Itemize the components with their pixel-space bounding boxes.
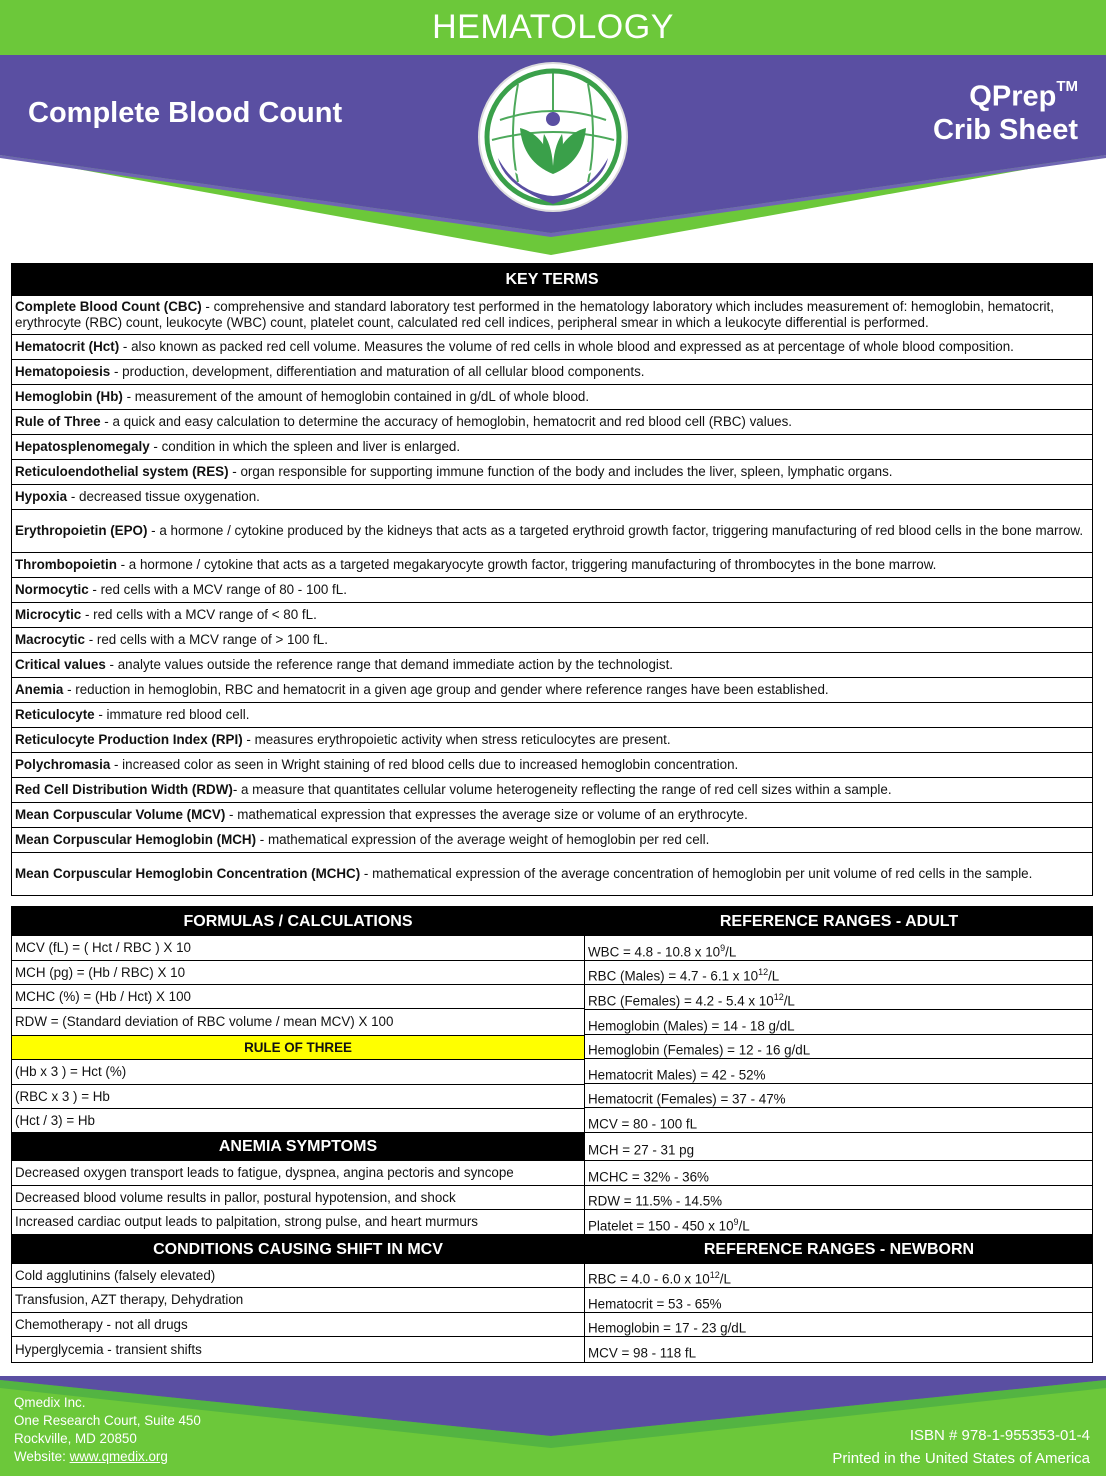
range-exponent: 9 (720, 943, 726, 953)
anemia-symptom-row: Increased cardiac output leads to palpitation, strong pulse, and heart murmurs (12, 1210, 584, 1235)
adult-range-row (585, 1010, 1093, 1035)
range-text: Hemoglobin = 17 - 23 g/dL (588, 1320, 747, 1336)
range-text: WBC = 4.8 - 10.8 x 10 (588, 944, 721, 960)
right-column (584, 907, 1093, 1362)
formula-row: MCV (fL) = ( Hct / RBC ) X 10 (12, 936, 584, 961)
mcv-shift-heading: CONDITIONS CAUSING SHIFT IN MCV (12, 1235, 584, 1264)
formula-row: MCH (pg) = (Hb / RBC) X 10 (12, 961, 584, 985)
rule-of-three-row: (Hb x 3 ) = Hct (%) (12, 1060, 584, 1085)
key-term-row (12, 335, 1093, 360)
brand-subtitle: Crib Sheet (932, 113, 1078, 146)
printed-in: Printed in the United States of America (832, 1450, 1090, 1467)
key-term-definition: - immature red blood cell. (94, 707, 250, 722)
key-term-name: Reticulocyte (15, 707, 95, 722)
key-term-name: Red Cell Distribution Width (RDW) (15, 782, 233, 797)
key-term-row (12, 510, 1093, 553)
key-terms-table (11, 263, 1093, 896)
key-term-row (12, 628, 1093, 653)
adult-range-row (585, 1210, 1093, 1235)
key-term-name: Hypoxia (15, 489, 68, 504)
formulas-heading: FORMULAS / CALCULATIONS (12, 907, 584, 936)
qmedix-logo-icon (478, 62, 628, 212)
range-text: Hematocrit = 53 - 65% (588, 1296, 722, 1312)
key-term-definition: - mathematical expression that expresses the average size or volume of an erythrocyte. (225, 807, 748, 822)
mcv-shift-row: Chemotherapy - not all drugs (12, 1313, 584, 1337)
range-unit: /L (783, 993, 795, 1009)
key-term-name: Hematocrit (Hct) (15, 339, 120, 354)
range-text: MCV = 98 - 118 fL (588, 1345, 697, 1361)
range-text: MCH = 27 - 31 pg (588, 1142, 695, 1158)
range-text: MCHC = 32% - 36% (588, 1169, 709, 1185)
key-term-name: Reticulocyte Production Index (RPI) (15, 732, 243, 747)
key-term-name: Hepatosplenomegaly (15, 439, 150, 454)
key-term-cell (12, 435, 1093, 460)
trademark: TM (1056, 78, 1078, 95)
key-term-definition: - a hormone / cytokine produced by the kidneys that acts as a targeted erythroid growth factor, triggering manufacturing of red blood cells in the bone marrow. (147, 523, 1084, 538)
key-term-definition: - also known as packed red cell volume. Measures the volume of red cells in whole blood and expressed as at percentage of whole blood composition. (119, 339, 1014, 354)
key-term-row (12, 603, 1093, 628)
key-term-row (12, 778, 1093, 803)
key-term-cell (12, 553, 1093, 578)
range-text: MCV = 80 - 100 fL (588, 1116, 698, 1132)
key-term-cell (12, 853, 1093, 896)
footer-publication (832, 1424, 1090, 1470)
adult-range-row (585, 1059, 1093, 1084)
key-term-row (12, 753, 1093, 778)
range-text: Platelet = 150 - 450 x 10 (588, 1218, 734, 1234)
adult-range-row (585, 961, 1093, 985)
key-term-row (12, 385, 1093, 410)
key-term-cell (12, 678, 1093, 703)
anemia-symptom-row: Decreased oxygen transport leads to fatigue, dyspnea, angina pectoris and syncope (12, 1161, 584, 1186)
reference-grid (11, 906, 1093, 1363)
range-text: RBC = 4.0 - 6.0 x 10 (588, 1271, 710, 1287)
key-terms-body (12, 296, 1093, 896)
newborn-range-row (585, 1337, 1093, 1363)
key-term-cell (12, 828, 1093, 853)
key-term-name: Mean Corpuscular Hemoglobin Concentration (MCHC) (15, 866, 361, 881)
company-name: Qmedix Inc. (14, 1395, 86, 1410)
key-term-cell (12, 603, 1093, 628)
adult-range-row (585, 1133, 1093, 1161)
newborn-range-row (585, 1313, 1093, 1337)
key-term-name: Polychromasia (15, 757, 111, 772)
page-title: HEMATOLOGY (432, 8, 674, 46)
key-term-cell (12, 653, 1093, 678)
key-term-definition: - red cells with a MCV range of 80 - 100 fL. (88, 582, 347, 597)
key-term-row (12, 460, 1093, 485)
left-column (12, 907, 584, 1362)
rule-of-three-row: (RBC x 3 ) = Hb (12, 1085, 584, 1109)
key-term-cell (12, 460, 1093, 485)
key-term-row (12, 828, 1093, 853)
key-term-row (12, 296, 1093, 335)
brand-name: QPrep (969, 80, 1057, 113)
key-term-row (12, 653, 1093, 678)
anemia-heading: ANEMIA SYMPTOMS (12, 1133, 584, 1161)
key-term-cell (12, 385, 1093, 410)
key-term-cell (12, 296, 1093, 335)
key-term-name: Reticuloendothelial system (RES) (15, 464, 229, 479)
rule-of-three-row: (Hct / 3) = Hb (12, 1109, 584, 1133)
range-text: Hematocrit Males) = 42 - 52% (588, 1067, 766, 1083)
key-term-definition: - comprehensive and standard laboratory test performed in the hematology laboratory which includes measurement of: hemoglobin, hematocrit, erythrocyte (RBC) count, leukocyte (WBC) count, platelet count, calculated red cell indices, peripheral smear in which a leukocyte differential is performed. (15, 299, 1054, 330)
mcv-shift-row: Hyperglycemia - transient shifts (15, 1342, 202, 1357)
adult-range-row (585, 1161, 1093, 1186)
range-text: Hemoglobin (Males) = 14 - 18 g/dL (588, 1018, 795, 1034)
rule-of-three-heading: RULE OF THREE (12, 1036, 584, 1060)
key-term-row (12, 435, 1093, 460)
website-label: Website: (14, 1449, 70, 1464)
adult-range-row (585, 1108, 1093, 1133)
key-term-definition: - analyte values outside the reference range that demand immediate action by the technologist. (105, 657, 674, 672)
key-term-row (12, 678, 1093, 703)
isbn: ISBN # 978-1-955353-01-4 (909, 1427, 1090, 1444)
key-term-definition: - decreased tissue oxygenation. (67, 489, 260, 504)
newborn-range-row (585, 1288, 1093, 1313)
page-title-bar (0, 0, 1106, 55)
range-exponent: 12 (773, 992, 784, 1002)
key-term-name: Microcytic (15, 607, 82, 622)
range-exponent: 12 (709, 1270, 720, 1280)
newborn-ranges-heading: REFERENCE RANGES - NEWBORN (585, 1235, 1093, 1264)
key-term-definition: - production, development, differentiation and maturation of all cellular blood components. (110, 364, 645, 379)
key-term-name: Hematopoiesis (15, 364, 111, 379)
key-term-definition: - measurement of the amount of hemoglobin contained in g/dL of whole blood. (122, 389, 590, 404)
address-line-2: Rockville, MD 20850 (14, 1431, 137, 1446)
mcv-shift-row: Transfusion, AZT therapy, Dehydration (12, 1288, 584, 1313)
key-term-row (12, 803, 1093, 828)
range-unit: /L (725, 944, 737, 960)
key-terms-heading: KEY TERMS (12, 264, 1093, 296)
range-unit: /L (768, 968, 780, 984)
key-term-cell (12, 753, 1093, 778)
anemia-symptom-row: Decreased blood volume results in pallor, postural hypotension, and shock (12, 1186, 584, 1210)
key-term-row (12, 853, 1093, 896)
key-term-definition: - red cells with a MCV range of > 100 fL. (84, 632, 328, 647)
key-term-name: Macrocytic (15, 632, 85, 647)
key-term-cell (12, 803, 1093, 828)
key-term-row (12, 703, 1093, 728)
key-term-definition: - a measure that quantitates cellular volume heterogeneity reflecting the range of red cell sizes within a sample. (232, 782, 892, 797)
range-unit: /L (738, 1218, 750, 1234)
formula-row: MCHC (%) = (Hb / Hct) X 100 (12, 985, 584, 1009)
key-term-name: Mean Corpuscular Volume (MCV) (15, 807, 226, 822)
key-term-row (12, 578, 1093, 603)
adult-range-row (585, 936, 1093, 961)
sheet-subtitle: Complete Blood Count (28, 97, 343, 129)
website-link[interactable]: www.qmedix.org (69, 1449, 168, 1464)
adult-range-row (585, 985, 1093, 1010)
key-term-cell (12, 578, 1093, 603)
key-term-definition: - measures erythropoietic activity when stress reticulocytes are present. (242, 732, 671, 747)
key-term-name: Complete Blood Count (CBC) (15, 299, 202, 314)
newborn-range-row (585, 1264, 1093, 1288)
key-term-cell (12, 778, 1093, 803)
key-term-cell (12, 510, 1093, 553)
key-term-name: Normocytic (15, 582, 89, 597)
adult-ranges-heading: REFERENCE RANGES - ADULT (585, 907, 1093, 936)
range-text: Hemoglobin (Females) = 12 - 16 g/dL (588, 1042, 811, 1058)
key-term-name: Rule of Three (15, 414, 101, 429)
key-term-cell (12, 360, 1093, 385)
key-term-cell (12, 410, 1093, 435)
adult-range-row (585, 1186, 1093, 1210)
key-term-name: Mean Corpuscular Hemoglobin (MCH) (15, 832, 257, 847)
formula-row: RDW = (Standard deviation of RBC volume / mean MCV) X 100 (12, 1009, 584, 1036)
range-text: RBC (Males) = 4.7 - 6.1 x 10 (588, 968, 759, 984)
range-exponent: 9 (733, 1217, 739, 1227)
key-term-row (12, 728, 1093, 753)
key-term-definition: - reduction in hemoglobin, RBC and hematocrit in a given age group and gender where reference ranges have been established. (63, 682, 829, 697)
key-term-cell (12, 485, 1093, 510)
key-term-definition: - mathematical expression of the average concentration of hemoglobin per unit volume of red cells in the sample. (360, 866, 1033, 881)
range-text: Hematocrit (Females) = 37 - 47% (588, 1091, 786, 1107)
key-term-row (12, 410, 1093, 435)
range-text: RBC (Females) = 4.2 - 5.4 x 10 (588, 993, 774, 1009)
key-term-definition: - condition in which the spleen and liver is enlarged. (149, 439, 461, 454)
key-term-definition: - a hormone / cytokine that acts as a targeted megakaryocyte growth factor, triggering manufacturing of thrombocytes in the bone marrow. (116, 557, 937, 572)
key-term-name: Anemia (15, 682, 64, 697)
key-term-name: Erythropoietin (EPO) (15, 523, 148, 538)
brand-block (933, 74, 1078, 147)
adult-range-row (585, 1084, 1093, 1108)
key-term-cell (12, 335, 1093, 360)
key-term-definition: - organ responsible for supporting immune function of the body and includes the liver, spleen, lymphatic organs. (228, 464, 893, 479)
key-term-definition: - red cells with a MCV range of < 80 fL. (81, 607, 317, 622)
key-term-row (12, 485, 1093, 510)
mcv-shift-row: Cold agglutinins (falsely elevated) (12, 1264, 584, 1288)
key-term-name: Hemoglobin (Hb) (15, 389, 123, 404)
address-line-1: One Research Court, Suite 450 (14, 1413, 201, 1428)
key-term-definition: - a quick and easy calculation to determine the accuracy of hemoglobin, hematocrit and red blood cell (RBC) values. (100, 414, 793, 429)
key-term-row (12, 553, 1093, 578)
key-term-definition: - mathematical expression of the average weight of hemoglobin per red cell. (256, 832, 710, 847)
key-term-cell (12, 728, 1093, 753)
key-term-definition: - increased color as seen in Wright staining of red blood cells due to increased hemoglobin concentration. (110, 757, 739, 772)
footer-address (14, 1394, 201, 1466)
range-exponent: 12 (758, 967, 769, 977)
range-text: RDW = 11.5% - 14.5% (588, 1193, 723, 1209)
key-term-name: Critical values (15, 657, 106, 672)
range-unit: /L (719, 1271, 731, 1287)
key-term-cell (12, 628, 1093, 653)
adult-range-row (585, 1035, 1093, 1059)
key-term-cell (12, 703, 1093, 728)
key-term-name: Thrombopoietin (15, 557, 117, 572)
key-term-row (12, 360, 1093, 385)
